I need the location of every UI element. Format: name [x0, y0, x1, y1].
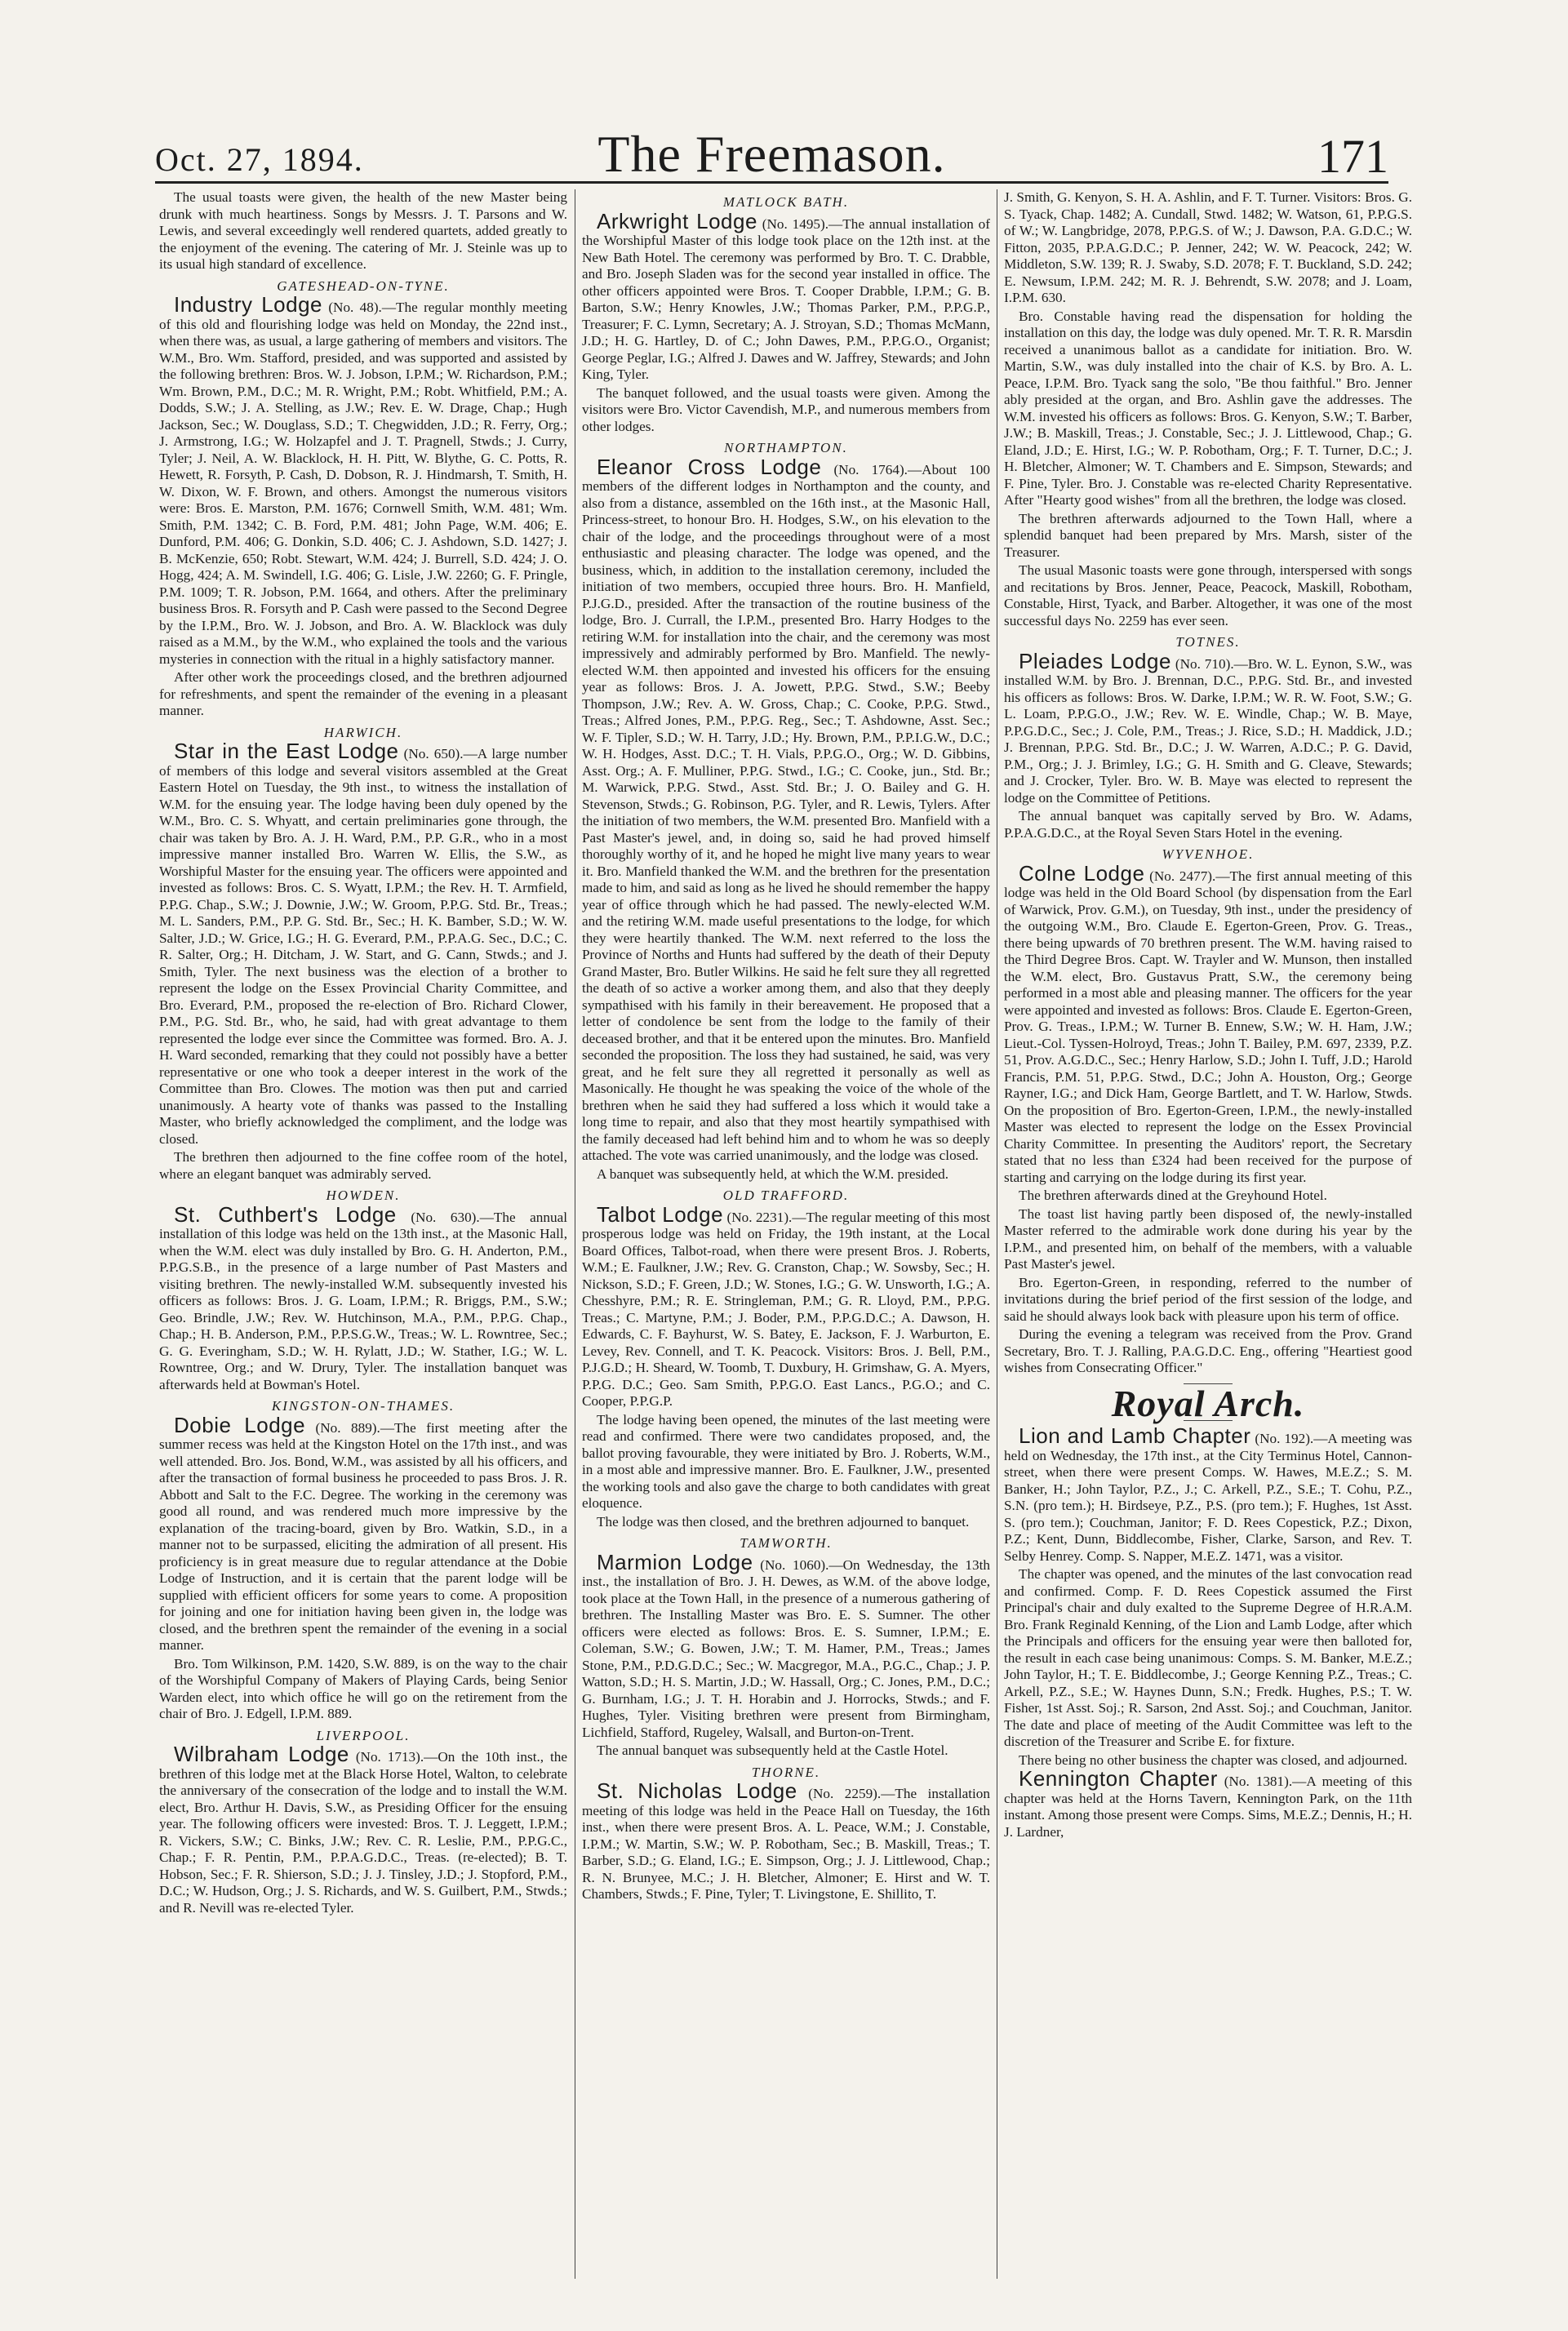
report-text: —On Wednesday, the 13th inst., the installation of Bro. J. H. Dewes, as W.M. of the above lodge, took place at the Town Hall, in the presence of a numerous gathering of brethren. The Installing Master was Bro. E. S. Sumner. The other officers were elected as follows: Bros. E. S. Sumner, I.P.M.; E. Coleman, S.W.; G. Bowen, J.W.; T. M. Hamer, P.M., Treas.; James Stone, P.M., P.D.G.D.C.; Sec.; W. Macgregor, M.A., P.G.C., Chap.; J. P. Watton, S.D.; H. S. Martin, J.D.; W. Hassall, Org.; C. Jones, P.M., D.C.; G. Burnham, I.G.; J. T. H. Horabin and J. Horrocks, Stwds.; and F. Hughes, Tyler. Visiting brethren were present from Birmingham, Lichfield, Stafford, Rugeley, Walsall, and Burton-on-Trent.	[582, 1556, 990, 1740]
lodge-report	[159, 292, 567, 668]
report-paragraph: After other work the proceedings closed, and the brethren adjourned for refreshments, and spent the remainder of the evening in a pleasant manner.	[159, 669, 567, 718]
lodge-name: Industry Lodge	[174, 292, 323, 317]
lodge-number: (No. 650).	[403, 746, 464, 761]
report-paragraph: Bro. Constable having read the dispensation for holding the installation on this day, the lodge was duly opened. Mr. T. R. R. Marsdin received a unanimous ballot as a candidate for initiation. Bro. W. Martin, S.W., was duly installed into the chair of K.S. by Bro. A. L. Peace, I.P.M. Bro. Tyack sang the solo, "Be thou faithful." Bro. Jenner ably presided at the organ, and Bro. Ashlin gave the addresses. The W.M. invested his officers as follows: Bros. G. Kenyon, S.W.; T. Barber, J.W.; B. Maskill, Treas.; J. Constable, Sec.; J. J. Littlewood, Chap.; G. Eland, J.D.; E. Hirst, I.G.; W. P. Robotham, Org.; F. T. Turner, D.C.; J. H. Bletcher, Almoner; W. T. Chambers and E. Simpson, Stewards; and F. Pine, Tyler. Bro. J. Constable was re-elected Charity Representative. After "Hearty good wishes" from all the brethren, the lodge was closed.	[1004, 308, 1412, 508]
report-paragraph: Bro. Tom Wilkinson, P.M. 1420, S.W. 889, is on the way to the chair of the Worshipful Company of Makers of Playing Cards, being Senior Warden elect, into which office he will go on the retirement from the chair of Bro. J. Edgell, I.P.M. 889.	[159, 1655, 567, 1721]
lodge-report	[159, 1412, 567, 1654]
lodge-report	[159, 739, 567, 1148]
chapter-name: Kennington Chapter	[1019, 1766, 1218, 1791]
place-heading: THORNE.	[751, 1764, 821, 1780]
publication-title: The Freemason.	[597, 125, 946, 183]
report-paragraph: The usual Masonic toasts were gone through, interspersed with songs and recitations by Bros. Jenner, Peace, Peacock, Maskill, Robotham, Constable, Hirst, Tyack, and Barber. Altogether, it was one of the most successful days No. 2259 has ever seen.	[1004, 562, 1412, 628]
report-text: —The first annual meeting of this lodge was held in the Old Board School (by dispensation from the Earl of Warwick, Prov. G.M.), on Tuesday, 9th inst., under the presidency of the outgoing W.M., Bro. Claude E. Egerton-Green, Prov. G. Treas., there being upwards of 70 brethren present. The W.M. having raised to the Third Degree Bros. Capt. W. Trayler and W. Munson, then installed the W.M. elect, Bro. Gustavus Pratt, S.W., the ceremony being performed in a most able and pleasing manner. The officers for the year were appointed and invested as follows: Bros. Claude E. Egerton-Green, Prov. G. Treas., I.P.M.; W. Turner B. Ennew, S.W.; W. H. Ham, J.W.; Lieut.-Col. Tyssen-Holroyd, Treas.; John T. Bailey, P.M. 697, 2339, P.Z. 51, Prov. A.G.D.C., Sec.; Henry Harlow, S.D.; John I. Tuff, J.D.; Harold Francis, P.M. 51, P.P.G. Stwd., D.C.; John A. Houston, Org.; George Rayner, I.G.; and Dick Ham, George Bartlett, and T. W. Harlow, Stwds. On the proposition of Bro. Egerton-Green, I.P.M., the newly-installed Master was elected to represent the lodge on the Essex Provincial Charity Committee. In presenting the Auditors' report, the Secretary stated that no less than £324 had been received for the purpose of starting and carrying on the lodge during its first year.	[1004, 868, 1412, 1185]
lodge-name: Marmion Lodge	[597, 1549, 753, 1574]
lodge-name: Talbot Lodge	[597, 1201, 724, 1227]
issue-date: Oct. 27, 1894.	[155, 141, 364, 178]
report-paragraph: A banquet was subsequently held, at which the W.M. presided.	[597, 1166, 949, 1182]
lodge-number: (No. 2259).	[808, 1786, 882, 1801]
lodge-name: Pleiades Lodge	[1019, 648, 1171, 673]
lodge-report	[159, 1201, 567, 1394]
report-text: —The regular monthly meeting of this old and flourishing lodge was held on Monday, the 22nd inst., when there was, as usual, a large gathering of members and visitors. The W.M., Bro. Wm. Stafford, presided, and was supported and assisted by the following brethren: Bros. W. J. Jobson, I.P.M.; W. Richardson, P.M.; Wm. Brown, P.M., D.C.; M. R. Wright, P.M.; Robt. Whitfield, P.M.; A. Dodds, S.W.; J. A. Stelling, as J.W.; Rev. E. W. Drage, Chap.; Hugh Jackson, Sec.; W. Douglass, S.D.; T. Chegwidden, J.D.; R. Ferry, Org.; J. Armstrong, I.G.; W. Holzapfel and J. T. Pragnell, Stwds.; J. Curry, Tyler; J. Neil, A. W. Blacklock, H. H. Pitt, W. Blythe, G. C. Potts, R. Hewett, R. Forsyth, P. Cash, D. Dobson, R. J. Hindmarsh, T. Smith, H. W. Dixon, W. F. Brown, and others. Amongst the numerous visitors were: Bros. E. Marston, P.M. 1676; Cornwell Smith, W.M. 481; Wm. Smith, P.M. 1342; C. B. Ford, P.M. 481; John Page, W.M. 406; E. Dunford, P.M. 406; G. Donkin, S.D. 406; C. J. Ashdown, S.D. 1427; J. B. McKenzie, 650; Robt. Stewart, W.M. 424; J. Burrell, S.D. 424; J. O. Hogg, 424; A. M. Swindell, I.G. 406; G. Lisle, J.W. 2260; G. F. Pringle, P.M. 1009; T. R. Jobson, P.M. 1664, and others. After the preliminary business Bros. R. Forsyth and P. Cash were passed to the Second Degree by the I.P.M., Bro. W. J. Jobson, and Bro. A. W. Blacklock was duly raised as a M.M., by the W.M., who explained the tools and the various mysteries in connection with the ritual in a highly satisfactory manner.	[159, 300, 567, 667]
place-heading: TOTNES.	[1175, 634, 1241, 650]
lodge-name: Dobie Lodge	[174, 1412, 306, 1437]
header-rule	[155, 181, 1388, 184]
lodge-report	[582, 454, 990, 1165]
lodge-number: (No. 889).	[315, 1419, 380, 1436]
report-paragraph: The brethren afterwards adjourned to the Town Hall, where a splendid banquet had been prepared by Mrs. Marsh, sister of the Treasurer.	[1004, 510, 1412, 560]
chapter-name: Lion and Lamb Chapter	[1019, 1423, 1251, 1448]
report-paragraph: There being no other business the chapter was closed, and adjourned.	[1019, 1752, 1408, 1768]
place-heading: GATESHEAD-ON-TYNE.	[277, 278, 450, 294]
lodge-number: (No. 2477).	[1149, 868, 1216, 884]
report-text: —A meeting of this chapter was held at the Horns Tavern, Kennington Park, on the 11th instant. Among those present were Comps. Sims, M.E.Z.; Dennis, H.; H. J. Lardner,	[1004, 1774, 1412, 1840]
report-paragraph: The banquet followed, and the usual toasts were given. Among the visitors were Bro. Victor Cavendish, M.P., and numerous members from other lodges.	[582, 384, 990, 434]
lodge-report	[582, 1778, 990, 1903]
column-3	[1004, 189, 1412, 2279]
page-number: 171	[1317, 130, 1388, 183]
chapter-number: (No. 192).	[1255, 1431, 1314, 1446]
place-heading: LIVERPOOL.	[316, 1727, 411, 1743]
column-2	[582, 189, 990, 2279]
report-text: —The annual installation of this lodge was held on the 13th inst., at the Masonic Hall, when the W.M. elect was duly installed by Bro. G. H. Anderton, P.M., P.P.G.S.B., in the presence of a large number of Past Masters and visiting brethren. The newly-installed W.M. subsequently invested his officers as follows: Bros. J. G. Loam, I.P.M.; R. Briggs, P.M., S.W.; Geo. Brindle, J.W.; Rev. W. Hutchinson, M.A., P.M., P.P.G. Chap., Chap.; H. B. Anderson, P.M., P.P.S.G.W., Treas.; W. L. Rowntree, Sec.; G. G. Everingham, S.D.; W. H. Rylatt, J.D.; W. Stather, I.G.; W. L. Rowntree, Org.; and W. Drury, Tyler. The installation banquet was afterwards held at Bowman's Hotel.	[159, 1209, 567, 1392]
lodge-name: St. Nicholas Lodge	[597, 1778, 797, 1803]
report-paragraph: The chapter was opened, and the minutes of the last convocation read and confirmed. Comp. F. D. Rees Copestick assumed the First Principal's chair and duly exalted to the Supreme Degree of H.R.A.M. Bro. Frank Reginald Kenning, of the Lion and Lamb Lodge, after which the Principals and officers for the ensuing year were then balloted for, the result in each case being unanimous: Comps. S. M. Banker, M.E.Z.; John Taylor, H.; T. E. Biddlecombe, J.; George Kenning P.Z., Treas.; C. Arkell, P.Z., S.E.; W. Haynes Dunn, S.N.; Fredk. Hughes, P.S.; T. W. Fisher, 1st Asst. Soj.; R. Sarson, 2nd Asst. Soj.; and Couchman, Janitor. The date and place of meeting of the Audit Committee was left to the discretion of the Treasurer and Scribe E. for fixture.	[1004, 1566, 1412, 1749]
report-paragraph: The annual banquet was capitally served by Bro. W. Adams, P.P.A.G.D.C., at the Royal Seven Stars Hotel in the evening.	[1004, 808, 1412, 841]
lodge-name: Wilbraham Lodge	[174, 1742, 349, 1766]
lodge-name: St. Cuthbert's Lodge	[174, 1201, 397, 1227]
lodge-number: (No. 48).	[328, 300, 382, 315]
lodge-number: (No. 630).	[411, 1209, 480, 1225]
report-text: —The regular meeting of this most prosperous lodge was held on Friday, the 19th instant, at the Local Board Offices, Talbot-road, when there were present Bros. J. Roberts, W.M.; E. Faulkner, J.W.; Rev. G. Cranston, Chap.; W. Sowsby, Sec.; H. Nickson, S.D.; F. Green, J.D.; W. Stones, I.G.; G. W. Unsworth, I.G.; A. Chesshyre, P.M.; R. E. Stringleman, P.M.; G. R. Lloyd, P.M., P.P.G. Treas.; C. Martyne, P.M.; J. Boder, P.M., P.P.G.D.C.; A. Dawson, H. Edwards, C. F. Bayhurst, W. S. Batey, E. Jackson, F. J. Warburton, E. Levey, Rev. Connell, and T. K. Peacock. Visitors: Bros. J. Bell, P.M., P.J.G.D.; H. Sheard, W. Toomb, T. Duxbury, H. Grimshaw, G. A. Myers, P.P.G. D.C.; Geo. Sam Smith, P.P.G.O. East Lancs., P.G.O.; and C. Cooper, P.P.G.P.	[582, 1209, 990, 1409]
lodge-report	[159, 1742, 567, 1916]
report-text: —On the 10th inst., the brethren of this lodge met at the Black Horse Hotel, Walton, to celebrate the anniversary of the consecration of the lodge and to install the W.M. elect, Bro. Arthur H. Davis, S.W., as Presiding Officer for the ensuing year. The following officers were invested: Bros. T. J. Leggett, I.P.M.; R. Vickers, S.W.; C. Binks, J.W.; Rev. C. R. Leslie, P.M., P.P.G.C., Chap.; F. R. Pentin, P.M., P.P.A.G.D.C., Treas. (re-elected); B. T. Hobson, Sec.; F. R. Shierson, S.D.; J. J. Tinsley, J.D.; J. Stopford, P.M., D.C.; W. Hudson, Org.; J. S. Richards, and W. S. Guilbert, P.M., Stwds.; and R. Nevill was re-elected Tyler.	[159, 1749, 567, 1916]
lodge-number: (No. 2231).	[726, 1209, 793, 1225]
report-text: —The installation meeting of this lodge was held in the Peace Hall on Tuesday, the 16th inst., when there were present Bros. A. L. Peace, W.M.; J. Constable, I.P.M.; W. Martin, S.W.; W. P. Robotham, Sec.; B. Maskill, Treas.; T. Barber, S.D.; G. Eland, I.G.; E. Simpson, Org.; J. J. Littlewood, Chap.; R. N. Brunyee, M.C.; J. H. Bletcher, Almoner; E. Hirst and W. T. Chambers, Stwds.; F. Pine, Tyler; T. Livingstone, E. Shillito, T.	[582, 1786, 990, 1902]
chapter-number: (No. 1381).	[1224, 1774, 1293, 1789]
lodge-report	[1004, 648, 1412, 807]
place-heading: NORTHAMPTON.	[724, 440, 848, 455]
report-paragraph: The toast list having partly been disposed of, the newly-installed Master referred to the admirable work done during his year by the I.P.M., and presented him, on behalf of the members, with a valuable Past Master's jewel.	[1004, 1205, 1412, 1272]
lodge-name: Eleanor Cross Lodge	[597, 454, 822, 479]
place-heading: TAMWORTH.	[740, 1535, 833, 1551]
lodge-number: (No. 1713).	[355, 1749, 424, 1765]
report-paragraph: Bro. Egerton-Green, in responding, referred to the number of invitations during the brief period of the first session of the lodge, and said he should always look back with pleasure upon his term of office.	[1004, 1274, 1412, 1324]
lodge-report	[582, 1201, 990, 1410]
chapter-report	[1004, 1423, 1412, 1565]
place-heading: KINGSTON-ON-THAMES.	[271, 1398, 455, 1414]
report-paragraph: The usual toasts were given, the health of the new Master being drunk with much heartiness. Songs by Messrs. J. T. Parsons and W. Lewis, and several exceedingly well rendered quartets, added greatly to the enjoyment of the evening. The catering of Mr. J. Steinle was up to its usual high standard of excellence.	[159, 189, 567, 272]
report-paragraph: The brethren then adjourned to the fine coffee room of the hotel, where an elegant banquet was admirably served.	[159, 1149, 567, 1182]
report-text: —A large number of members of this lodge and several visitors assembled at the Great Eastern Hotel on Tuesday, the 9th inst., to witness the installation of W.M. for the ensuing year. The lodge having been duly opened by the W.M., Bro. C. S. Whyatt, and certain preliminaries gone through, the chair was taken by Bro. A. J. H. Ward, P.M., P.P. G.R., who in a most impressive manner installed Bro. Warren W. Ellis, the S.W., as Worshipful Master for the ensuing year. The officers were appointed and invested as follows: Bros. C. S. Wyatt, I.P.M.; the Rev. H. T. Armfield, P.P.G. Chap., S.W.; J. Downie, J.W.; W. Groom, P.P.G. Std. Br., Treas.; M. L. Sanders, P.M., P.P. G. Std. Br., Sec.; H. K. Bamber, S.D.; W. W. Salter, J.D.; W. Grice, I.G.; H. G. Everard, P.M., P.P.A.G. Sec., D.C.; C. R. Salter, Org.; H. Ditcham, J. W. Start, and G. Cann, Stwds.; and J. Smith, Tyler. The next business was the election of a brother to represent the lodge on the Essex Provincial Charity Committee, and Bro. Everard, P.M., proposed the re-election of Bro. Richard Clower, P.M., P.G. Std. Br., who, he said, had with great advantage to them represented the lodge ever since the Committee was formed. Bro. A. J. H. Ward seconded, remarking that they could not possibly have a better representative or one who took a deeper interest in the work of the Committee than Bro. Clowes. The motion was then put and carried unanimously. A hearty vote of thanks was passed to the Installing Master, who briefly acknowledged the compliment, and the lodge was closed.	[159, 746, 567, 1147]
column-1	[159, 189, 567, 2279]
report-paragraph: The lodge was then closed, and the brethren adjourned to banquet.	[597, 1513, 970, 1530]
report-paragraph: The annual banquet was subsequently held at the Castle Hotel.	[597, 1743, 948, 1758]
lodge-report	[582, 208, 990, 384]
report-text: —A meeting was held on Wednesday, the 17th inst., at the City Terminus Hotel, Cannon-street, when there were present Comps. W. Hawes, M.E.Z.; S. M. Banker, H.; John Taylor, P.Z., J.; C. Arkell, P.Z., S.E.; T. Cohu, P.Z., S.N. (pro tem.); H. Birdseye, P.Z., P.S. (pro tem.); F. Hughes, 1st Asst. S. (pro tem.); Couchman, Janitor; F. D. Rees Copestick, P.Z.; Dixon, P.Z.; Kent, Dunn, Biddlecombe, Fisher, Clarke, Sarson, and Rev. T. Selby Henrey. Comp. S. Napper, M.E.Z. 1471, was a visitor.	[1004, 1431, 1412, 1564]
lodge-number: (No. 1764).	[833, 461, 908, 477]
lodge-name: Star in the East Lodge	[174, 739, 399, 763]
report-text: —The first meeting after the summer recess was held at the Kingston Hotel on the 17th inst., and was well attended. Bro. Jos. Bond, W.M., was assisted by all his officers, and after the transaction of formal business he proceeded to pass Bros. J. R. Abbott and Salt to the F.C. Degree. The working in the ceremony was good all round, and was rendered much more impressive by the explanation of the tracing-board, given by Bro. Watkin, S.D., in a manner not to be surpassed, eliciting the admiration of all present. His proficiency is in great measure due to regular attendance at the Dobie Lodge of Instruction, and it is certain that the parent lodge will be supplied with efficient officers for some years to come. A proposition for joining and one for initiation having been given in, the lodge was closed, and the brethren spent the remainder of the evening in a social manner.	[159, 1419, 567, 1653]
lodge-number: (No. 1495).	[762, 215, 829, 232]
lodge-name: Arkwright Lodge	[597, 208, 757, 233]
place-heading: WYVENHOE.	[1162, 846, 1255, 862]
report-paragraph: The lodge having been opened, the minutes of the last meeting were read and confirmed. There were two candidates proposed, and, the ballot proving favourable, they were initiated by Bro. J. Roberts, W.M., in a most able and impressive manner. Bro. E. Faulkner, J.W., presented the working tools and also gave the charge to both candidates with great eloquence.	[582, 1411, 990, 1511]
report-text: —The annual installation of the Worshipful Master of this lodge took place on the 12th inst. at the New Bath Hotel. The ceremony was performed by Bro. T. C. Drabble, and Bro. Joseph Sladen was for the second year installed in office. The other officers appointed were Bros. T. Cooper Drabble, I.P.M.; G. B. Barton, S.W.; Henry Knowles, J.W.; Thomas Parker, P.M., P.P.G.P., Treasurer; F. C. Lymn, Secretary; A. J. Stroyan, S.D.; Thomas McMann, J.D.; H. G. Hartley, D. of C.; John Dawes, P.M., P.P.G.O., Organist; George Peglar, I.G.; Alfred J. Dawes and W. Jaffrey, Stewards; and John King, Tyler.	[582, 215, 990, 382]
chapter-report	[1004, 1766, 1412, 1840]
masthead	[155, 122, 1388, 183]
report-text: —About 100 members of the different lodges in Northampton and the county, and also from a distance, assembled on the 16th inst., at the Masonic Hall, Princess-street, to honour Bro. H. Hodges, S.W., on his elevation to the chair of the lodge, and the proceedings throughout were of a most enthusiastic and pleasing character. The lodge was opened, and the business, which, in addition to the installation ceremony, included the initiation of two members, occupied three hours. Bro. H. Manfield, P.J.G.D., presided. After the transaction of the routine business of the lodge, Bro. J. Currall, the I.P.M., presented Bro. Harry Hodges to the retiring W.M. for installation into the chair, and the ceremony was most impressively and admirably performed by Bro. Manfield. The newly-elected W.M. then appointed and invested his officers for the ensuing year as follows: Bros. J. A. Jowett, P.P.G. Stwd., S.W.; Beeby Thompson, J.W.; Rev. A. W. Gross, Chap.; C. Cooke, P.P.G. Stwd., Treas.; Alfred Jones, P.M., P.P.G. Reg., Sec.; T. Ashdowne, Asst. Sec.; W. F. Tipler, S.D.; W. H. Tarry, J.D.; Hy. Brown, P.M., P.P.I.G.W., D.C.; W. H. Hodges, Asst. D.C.; T. H. Vials, P.P.G.O., Org.; W. D. Gibbins, Asst. Org.; A. F. Mulliner, P.P.G. Stwd., I.G.; C. Cooke, jun., Std. Br.; M. Warwick, P.P.G. Stwd., Asst. Std. Br.; J. O. Bailey and G. H. Stevenson, Stwds.; G. Robinson, P.G. Tyler, and R. Lewis, Tylers. After the initiation of two members, the W.M. presented Bro. Manfield with a Past Master's jewel, and, in doing so, said he had proved himself thoroughly worthy of it, and he hoped he might live many years to wear it. Bro. Manfield thanked the W.M. and the brethren for the presentation made to him, and said as long as he lived he should remember the happy year of office through which he had passed. The newly-elected W.M. and the retiring W.M. made useful presentations to the lodge, for which they were heartily thanked. The W.M. next referred to the loss the Province of Norths and Hunts had suffered by the death of their Deputy Grand Master, Bro. Butler Wilkins. He said he felt sure they all regretted the death of so active a worker among them, and also that they deeply sympathised with his family in their bereavement. He proposed that a letter of condolence be sent from the lodge to the family of their deceased brother, and that it be entered upon the minutes. Bro. Manfield seconded the proposition. The loss they had sustained, he said, was very great, and he felt sure they all regretted it personally as well as Masonically. He thought he was speaking the voice of the whole of the brethren when he said they had suffered a loss which it would take a long time to repair, and also that they most heartily sympathised with the family deceased had left behind him and to whom he was so deeply attached. The vote was carried unanimously, and the lodge was closed.	[582, 461, 990, 1163]
report-paragraph: During the evening a telegram was received from the Prov. Grand Secretary, Bro. T. J. Ralling, P.A.G.D.C. Eng., offering "Heartiest good wishes from Consecrating Officer."	[1004, 1326, 1412, 1375]
section-heading: Royal Arch.	[1111, 1382, 1305, 1424]
place-heading: OLD TRAFFORD.	[722, 1188, 850, 1203]
report-paragraph: J. Smith, G. Kenyon, S. H. A. Ashlin, and F. T. Turner. Visitors: Bros. G. S. Tyack, Chap. 1482; A. Cundall, Stwd. 1482; W. Watson, 61, P.P.G.S. of W.; W. Langbridge, 2078, P.P.G.S. of W.; J. Dawson, P.A. G.D.C.; W. Fitton, 2035, P.P.A.G.D.C.; P. Jenner, 242; W. W. Peacock, 242; W. Middleton, S.W. 139; R. J. Swaby, S.D. 2078; F. T. Buckland, S.D. 242; E. Newsum, I.P.M. 242; M. R. J. Behrendt, S.W. 2078; and J. Loam, I.P.M. 630.	[1004, 189, 1412, 305]
report-paragraph: The brethren afterwards dined at the Greyhound Hotel.	[1019, 1188, 1327, 1203]
lodge-name: Colne Lodge	[1019, 860, 1145, 886]
lodge-number: (No. 710).	[1175, 655, 1234, 672]
report-text: —Bro. W. L. Eynon, S.W., was installed W.M. by Bro. J. Brennan, D.C., P.P.G. Std. Br., and invested his officers as follows: Bros. W. Darke, I.P.M.; W. R. W. Foot, S.W.; G. L. Loam, P.P.G.O., J.W.; Rev. W. E. Windle, Chap.; W. B. Maye, P.P.G.D.C., Sec.; J. Cole, P.M., Treas.; J. Rice, S.D.; H. Maddick, J.D.; J. Brennan, P.P.G. Std. Br., D.C.; J. W. Warren, A.D.C.; P. G. David, P.M., Org.; J. J. Brimley, I.G.; G. H. Smith and G. Cleave, Stewards; and J. Crocker, Tyler. Bro. W. B. Maye was elected to represent the lodge on the Committee of Petitions.	[1004, 655, 1412, 806]
lodge-number: (No. 1060).	[760, 1556, 829, 1573]
place-heading: MATLOCK BATH.	[722, 194, 850, 210]
place-heading: HOWDEN.	[326, 1188, 401, 1203]
lodge-report	[582, 1549, 990, 1742]
place-heading: HARWICH.	[323, 724, 403, 740]
lodge-report	[1004, 860, 1412, 1187]
